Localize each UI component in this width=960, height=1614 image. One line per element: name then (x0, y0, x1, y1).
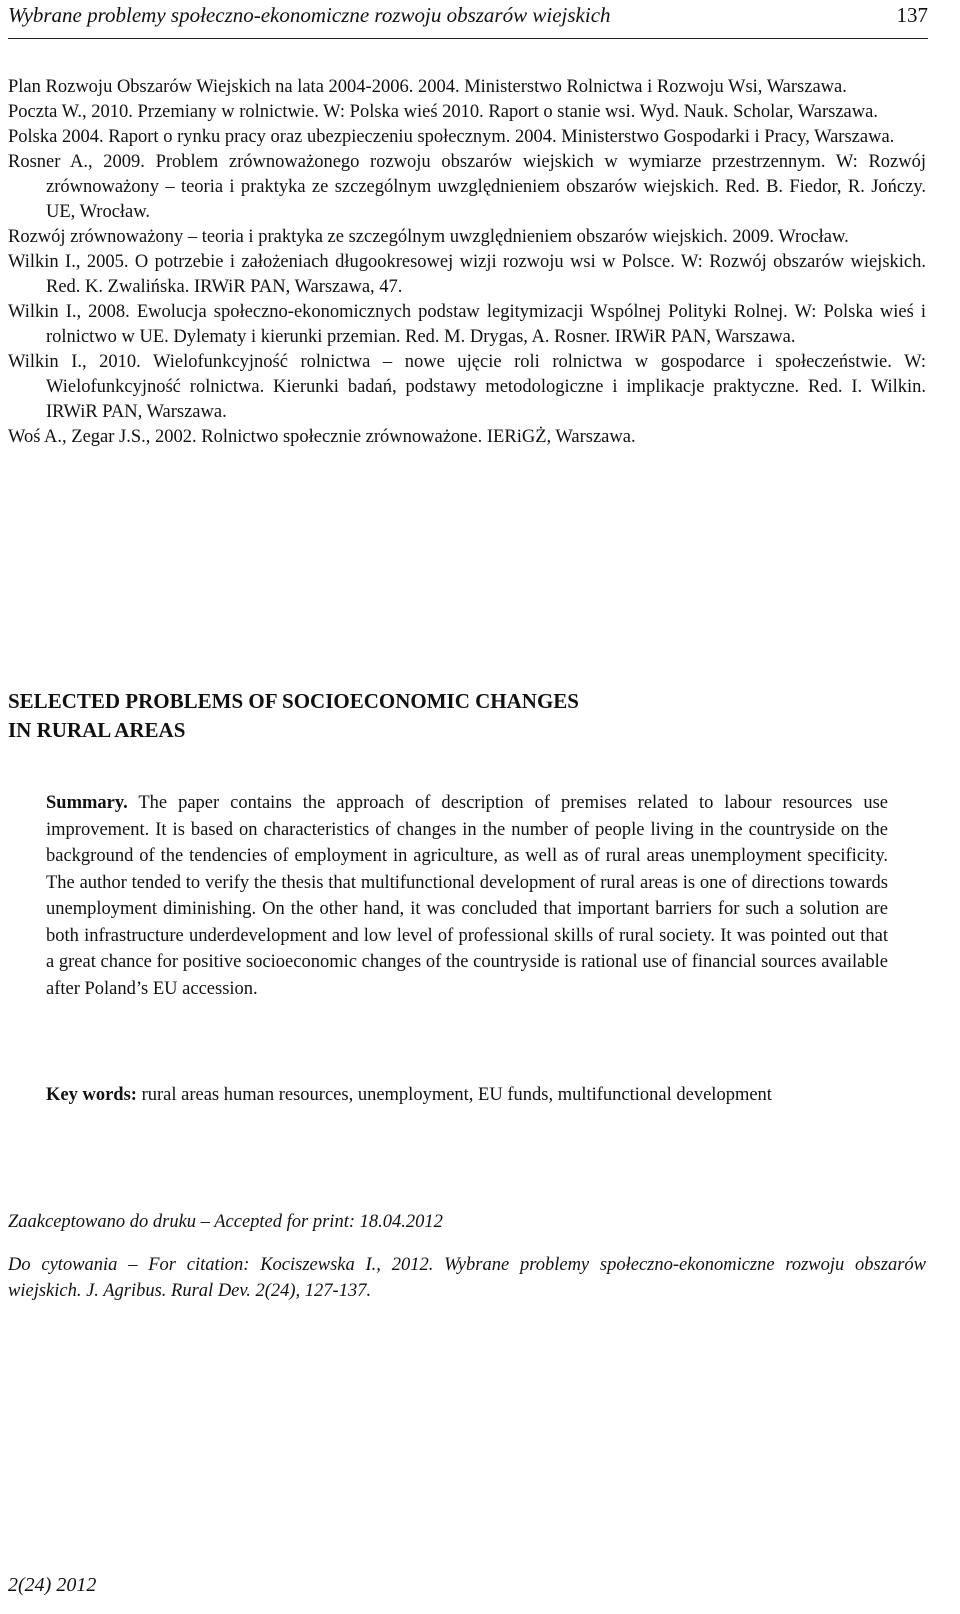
reference-item: Wilkin I., 2005. O potrzebie i założeniach długookresowej wizji rozwoju wsi w Polsce. W: Rozwój obszarów wiejskich. Red. K. Zwalińska. IRWiR PAN, Warszawa, 47. (8, 252, 926, 297)
summary-label: Summary. (46, 793, 128, 813)
keywords-text: rural areas human resources, unemployment, EU funds, multifunctional development (141, 1085, 772, 1105)
reference-item: Polska 2004. Raport o rynku pracy oraz ubezpieczeniu społecznym. 2004. Ministerstwo Gospodarki i Pracy, Warszawa. (8, 127, 895, 147)
running-title: Wybrane problemy społeczno-ekonomiczne rozwoju obszarów wiejskich (8, 3, 611, 27)
keywords-label: Key words: (46, 1085, 137, 1105)
summary-text: The paper contains the approach of description of premises related to labour resources use improvement. It is based on characteristics of changes in the number of people living in the countryside on the background of the tendencies of employment in agriculture, as well as of rural areas unemployment specificity. The author tended to verify the thesis that multifunctional development of rural areas is one of directions towards unemployment diminishing. On the other hand, it was concluded that important barriers for such a solution are both infrastructure underdevelopment and low level of professional skills of rural society. It was pointed out that a great chance for positive socioeconomic changes of the countryside is rational use of financial sources available after Poland’s EU accession. (46, 793, 889, 999)
issue-footer: 2(24) 2012 (8, 1574, 97, 1596)
english-title-line: IN RURAL AREAS (8, 718, 186, 742)
reference-item: Poczta W., 2010. Przemiany w rolnictwie. W: Polska wieś 2010. Raport o stanie wsi. Wyd. Nauk. Scholar, Warszawa. (8, 102, 878, 122)
keywords-paragraph (46, 1082, 888, 1109)
reference-item: Wilkin I., 2008. Ewolucja społeczno-ekonomicznych podstaw legitymizacji Wspólnej Polityki Rolnej. W: Polska wieś i rolnictwo w UE. Dylematy i kierunki przemian. Red. M. Drygas, A. Rosner. IRWiR PAN, Warszawa. (8, 302, 926, 347)
citation: Do cytowania – For citation: Kociszewska I., 2012. Wybrane problemy społeczno-ekonomiczne rozwoju obszarów wiejskich. J. Agribus. Rural Dev. 2(24), 127-137. (8, 1255, 926, 1301)
reference-item: Woś A., Zegar J.S., 2002. Rolnictwo społecznie zrównoważone. IERiGŻ, Warszawa. (8, 427, 636, 447)
english-title (8, 687, 908, 745)
reference-item: Plan Rozwoju Obszarów Wiejskich na lata 2004-2006. 2004. Ministerstwo Rolnictwa i Rozwoju Wsi, Warszawa. (8, 77, 847, 97)
running-header (8, 0, 928, 39)
reference-item: Rosner A., 2009. Problem zrównoważonego rozwoju obszarów wiejskich w wymiarze przestrzennym. W: Rozwój zrównoważony – teoria i praktyka ze szczególnym uwzględnieniem obszarów wiejskich. Red. B. Fiedor, R. Jończy. UE, Wrocław. (8, 152, 926, 222)
page-number: 137 (896, 3, 928, 27)
reference-item: Wilkin I., 2010. Wielofunkcyjność rolnictwa – nowe ujęcie roli rolnictwa w gospodarce i społeczeństwie. W: Wielofunkcyjność rolnictwa. Kierunki badań, podstawy metodologiczne i implikacje praktyczne. Red. I. Wilkin. IRWiR PAN, Warszawa. (8, 352, 926, 422)
english-title-line: SELECTED PROBLEMS OF SOCIOECONOMIC CHANGES (8, 689, 579, 713)
reference-item: Rozwój zrównoważony – teoria i praktyka ze szczególnym uwzględnieniem obszarów wiejskich. 2009. Wrocław. (8, 227, 849, 247)
reference-list (8, 75, 926, 450)
summary-paragraph (46, 790, 888, 1002)
accepted-date: Zaakceptowano do druku – Accepted for print: 18.04.2012 (8, 1212, 443, 1232)
